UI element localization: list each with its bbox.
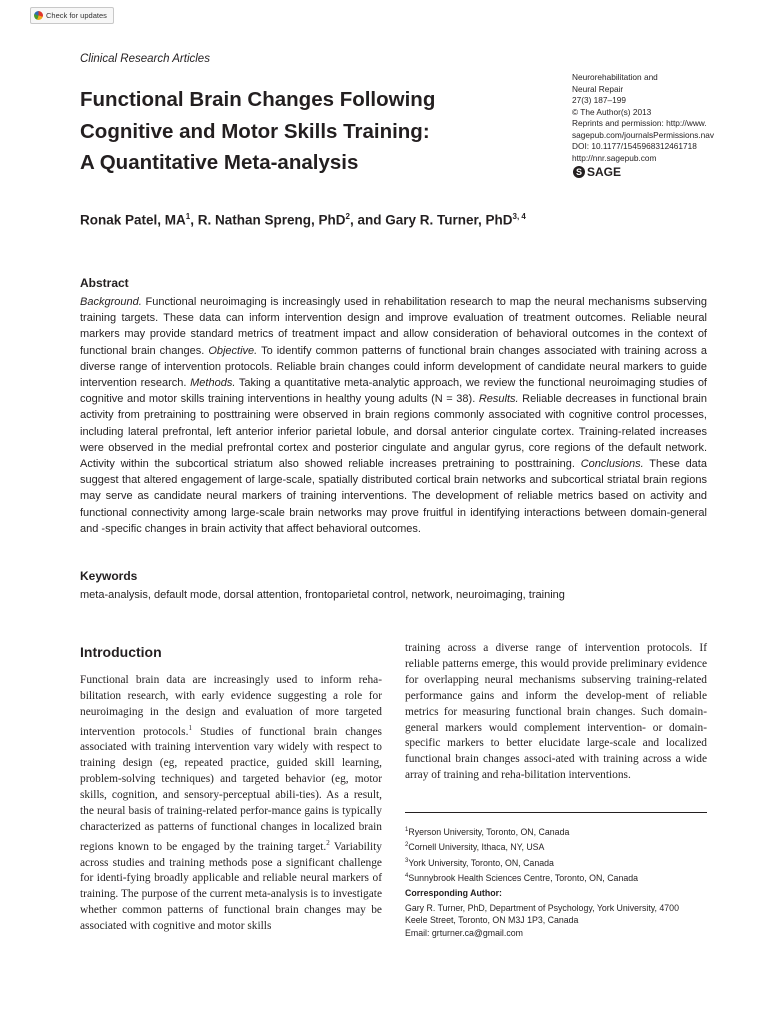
reprints-line-1: Reprints and permission: http://www. bbox=[572, 118, 707, 128]
abstract-objective-label: Objective. bbox=[208, 344, 258, 357]
abstract-results: Reliable decreases in functional brain activity from pretraining to posttraining were observed in brain regions commonly associated with cognitive control processes, including lateral prefrontal, left anterior inferior parietal lobule, and dorsal anterior cingulate cortex. Training-related increases were observed in the medial prefrontal cortex and posterior cingulate and angular gyrus, core regions of the default network. Activity within the subcortical striatum also showed reliable increases pretraining to posttraining. bbox=[80, 393, 707, 471]
affiliation-2 bbox=[405, 839, 638, 854]
intro-text-2: Studies of functional brain changes associated with training intervention vary widely with respect to training design (eg, repeated practice, guided skill learning, problem-solving techniques) and targeted behavior (eg, motor skills, cognition, and sensory-perceptual abili-ties). As a result, the neural basis of training-related perfor-mance gains is typically characterized as patterns of functional changes in localized brain regions known to be engaged by the training target. bbox=[80, 725, 382, 853]
reference-2[interactable]: 2 bbox=[326, 838, 330, 847]
corresponding-author bbox=[405, 887, 679, 939]
sage-logo-icon: S bbox=[573, 166, 585, 178]
intro-text-3: Variability across studies and training methods pose a significant challenge for identi-fying broadly applicable and reliable neural markers of training. The purpose of the current meta-analysis is to investigate whether common patterns of functional brain changes may be associated with cognitive and motor skills bbox=[80, 840, 382, 933]
corresponding-author-heading: Corresponding Author: bbox=[405, 888, 502, 898]
reprints-line-2[interactable]: sagepub.com/journalsPermissions.nav bbox=[572, 129, 715, 140]
affiliation-3-number: 3 bbox=[405, 857, 409, 864]
abstract-heading: Abstract bbox=[80, 276, 129, 290]
check-for-updates-badge[interactable] bbox=[30, 7, 114, 24]
abstract-results-label: Results. bbox=[478, 393, 519, 406]
reference-1[interactable]: 1 bbox=[188, 723, 192, 732]
publisher-logo bbox=[573, 165, 621, 179]
affiliations bbox=[405, 824, 638, 886]
introduction-column-2: training across a diverse range of intervention protocols. If reliable patterns emerge, this would provide preliminary evidence for overlapping neural mechanisms subserving training-related performance gains and inform the develop-ment of reliable metrics for measuring functional brain changes. Such domain-general markers would complement intervention- or domain-specific markers to better elucidate large-scale and localized functional brain changes associ-ated with training across a wide array of training and reha-bilitation interventions. bbox=[405, 642, 707, 782]
author-1: Ronak Patel, MA bbox=[80, 212, 186, 228]
affiliation-2-number: 2 bbox=[405, 842, 409, 849]
abstract-methods-label: Methods. bbox=[190, 377, 236, 390]
author-3: , and Gary R. Turner, PhD bbox=[349, 212, 513, 228]
author-1-affil: 1 bbox=[185, 212, 191, 221]
journal-url[interactable]: http://nnr.sagepub.com bbox=[572, 152, 657, 163]
publisher-name: SAGE bbox=[587, 165, 622, 179]
copyright: © The Author(s) 2013 bbox=[572, 106, 652, 117]
crossmark-icon bbox=[34, 11, 43, 20]
affiliation-4-text: Sunnybrook Health Sciences Centre, Toronto, ON, Canada bbox=[408, 873, 639, 884]
keywords-list: meta-analysis, default mode, dorsal attention, frontoparietal control, network, neuroimaging, training bbox=[80, 589, 565, 601]
intro-text-1: Functional brain data are increasingly used to inform reha-bilitation research, with early evidence suggesting a role for neuroimaging in the design and evaluation of more targeted intervention protocols. bbox=[80, 674, 382, 738]
introduction-column-1 bbox=[80, 673, 382, 935]
journal-info bbox=[572, 72, 762, 164]
article-title bbox=[80, 84, 520, 179]
abstract-objective: To identify common patterns of functional brain changes associated with training across a diverse range of intervention protocols. Reliable brain changes could inform development of candidate neural markers to guide intervention research. bbox=[80, 344, 707, 390]
title-line-2: Cognitive and Motor Skills Training: bbox=[80, 119, 430, 143]
corresponding-author-email[interactable]: Email: grturner.ca@gmail.com bbox=[405, 927, 523, 938]
abstract-text bbox=[80, 294, 707, 537]
keywords-heading: Keywords bbox=[80, 569, 138, 583]
author-line bbox=[80, 212, 526, 228]
journal-name-1: Neurorehabilitation and bbox=[572, 72, 658, 82]
affiliation-3 bbox=[405, 855, 638, 870]
doi[interactable]: DOI: 10.1177/1545968312461718 bbox=[572, 141, 697, 151]
affiliation-2-text: Cornell University, Ithaca, NY, USA bbox=[408, 842, 545, 853]
abstract-methods: Taking a quantitative meta-analytic approach, we review the functional neuroimaging studies of cognitive and motor skills training interventions in healthy young adults (N = 38). bbox=[80, 377, 707, 406]
affiliation-1-number: 1 bbox=[405, 827, 409, 833]
title-line-1: Functional Brain Changes Following bbox=[80, 88, 436, 111]
author-2: , R. Nathan Spreng, PhD bbox=[190, 212, 346, 228]
author-2-affil: 2 bbox=[345, 212, 350, 221]
affiliation-3-text: York University, Toronto, ON, Canada bbox=[408, 857, 554, 868]
corresponding-author-line-2: Keele Street, Toronto, ON M3J 1P3, Canada bbox=[405, 915, 579, 925]
affiliation-4-number: 4 bbox=[405, 873, 409, 880]
check-for-updates-label: Check for updates bbox=[46, 11, 107, 20]
abstract-conclusions-label: Conclusions. bbox=[580, 458, 644, 471]
abstract-conclusions: These data suggest that altered engagement of large-scale, spatially distributed cortical brain networks and subcortical striatal brain regions may serve as candidate neural markers of training interventions. The development of reliable metrics based on activity and functional connectivity among large-scale brain networks may prove fruitful in identifying interactions between domain-general and -specific changes in brain activity that affect behavioral outcomes. bbox=[80, 458, 707, 535]
introduction-heading: Introduction bbox=[80, 644, 162, 660]
affiliation-1 bbox=[405, 824, 638, 839]
corresponding-author-line-1: Gary R. Turner, PhD, Department of Psychology, York University, 4700 bbox=[405, 902, 679, 913]
affiliation-1-text: Ryerson University, Toronto, ON, Canada bbox=[408, 826, 570, 837]
abstract-background: Functional neuroimaging is increasingly used in rehabilitation research to map the neural mechanisms subserving training targets. These data can inform intervention design and improve evaluation of treatment outcomes. Reliable neural markers may provide standard metrics of treatment impact and allow consideration of behavioral outcomes in the context of functional brain changes. bbox=[80, 296, 707, 357]
journal-volume: 27(3) 187–199 bbox=[572, 95, 626, 105]
abstract-background-label: Background. bbox=[80, 296, 142, 308]
section-label: Clinical Research Articles bbox=[80, 53, 210, 65]
journal-name-2: Neural Repair bbox=[572, 83, 624, 94]
footnote-divider bbox=[405, 812, 707, 813]
title-line-3: A Quantitative Meta-analysis bbox=[80, 151, 359, 174]
affiliation-4 bbox=[405, 870, 638, 885]
author-3-affil: 3, 4 bbox=[512, 212, 526, 221]
